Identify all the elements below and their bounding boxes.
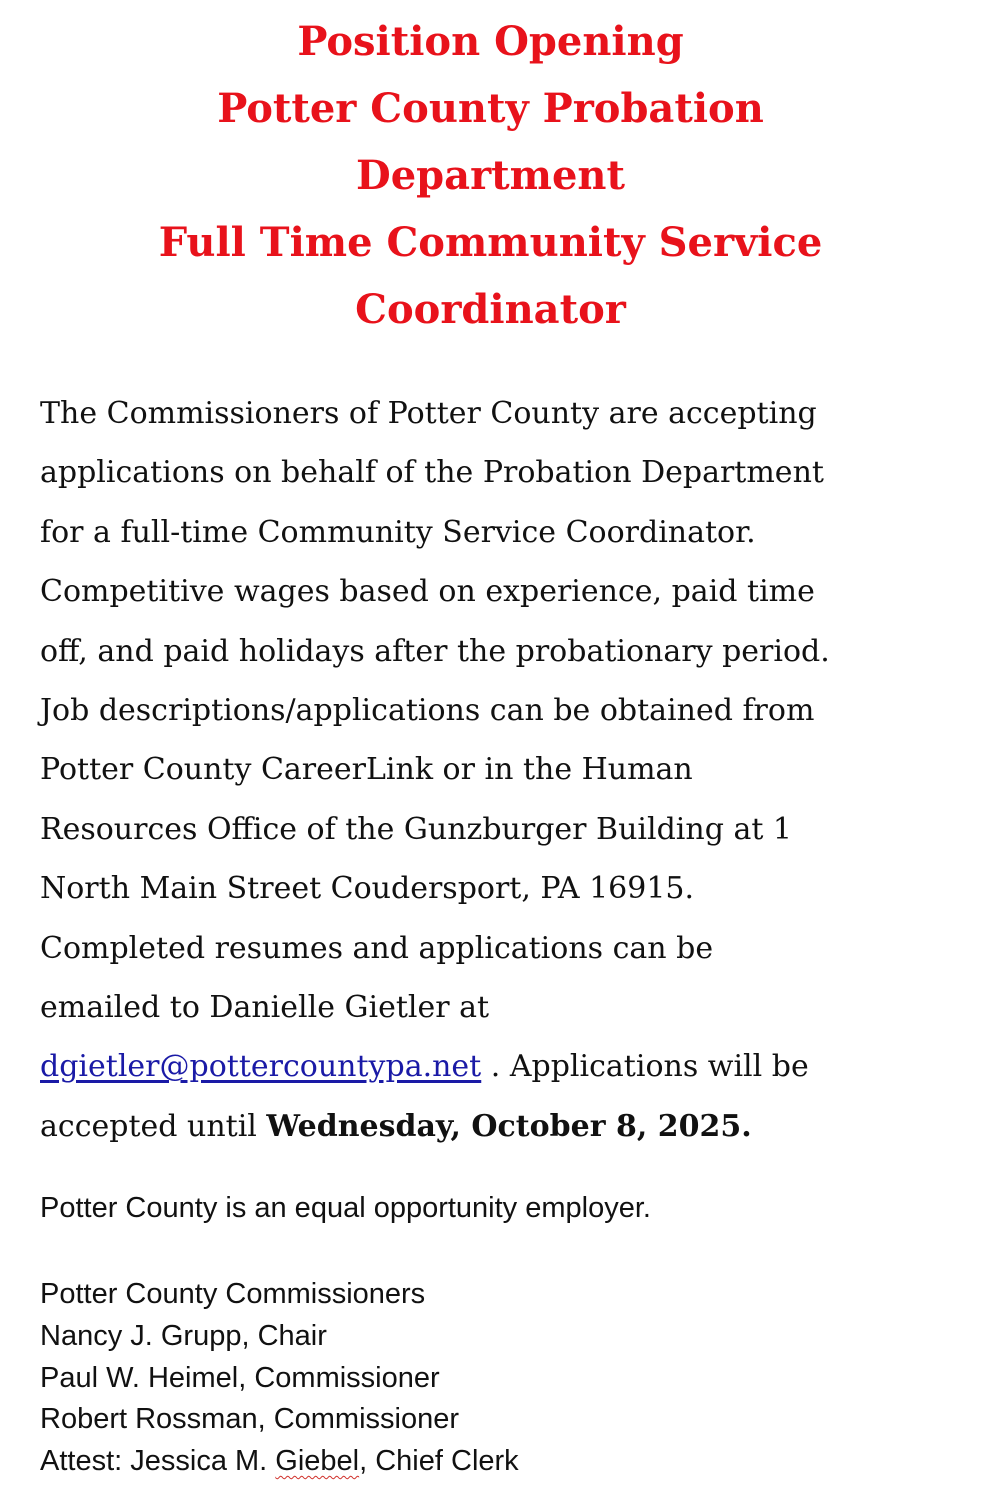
body-line: off, and paid holidays after the probationary period. xyxy=(40,633,830,669)
body-line: Potter County CareerLink or in the Human xyxy=(40,752,693,788)
posting-body xyxy=(40,384,960,1156)
body-line-email xyxy=(40,1037,960,1096)
signature-chair: Nancy J. Grupp, Chair xyxy=(40,1319,327,1352)
deadline-prefix: accepted until xyxy=(40,1108,267,1144)
title-line-full-time: Full Time Community Service xyxy=(158,219,823,266)
signature-block xyxy=(40,1274,519,1483)
deadline-date: Wednesday, October 8, 2025. xyxy=(266,1108,752,1144)
body-line: applications on behalf of the Probation Department xyxy=(40,455,824,491)
body-line: North Main Street Coudersport, PA 16915. xyxy=(40,871,695,907)
attest-suffix: , Chief Clerk xyxy=(359,1445,519,1478)
attest-prefix: Attest: Jessica M. xyxy=(40,1445,276,1478)
body-line: for a full-time Community Service Coordinator. xyxy=(40,514,756,550)
email-link[interactable]: dgietler@pottercountypa.net xyxy=(40,1049,482,1085)
body-line: Completed resumes and applications can be xyxy=(40,930,714,966)
equal-opportunity-statement: Potter County is an equal opportunity employer. xyxy=(40,1192,651,1224)
posting-title xyxy=(20,8,961,343)
title-line-county-probation: Potter County Probation xyxy=(217,85,764,132)
signature-commissioner: Paul W. Heimel, Commissioner xyxy=(40,1361,440,1394)
body-line: emailed to Danielle Gietler at xyxy=(40,990,490,1026)
title-line-coordinator: Coordinator xyxy=(355,286,626,333)
spellcheck-flagged-word: Giebel xyxy=(275,1445,360,1478)
body-line: The Commissioners of Potter County are accepting xyxy=(40,396,817,431)
signature-attest xyxy=(40,1441,519,1483)
body-line: Competitive wages based on experience, paid time xyxy=(40,574,815,610)
title-line-position-opening: Position Opening xyxy=(297,18,684,65)
title-line-department: Department xyxy=(356,152,625,199)
applications-text: . Applications will be xyxy=(481,1049,809,1085)
signature-commissioner: Robert Rossman, Commissioner xyxy=(40,1403,460,1436)
signature-heading: Potter County Commissioners xyxy=(40,1278,426,1310)
body-line: Job descriptions/applications can be obtained from xyxy=(40,693,815,729)
body-line: Resources Office of the Gunzburger Building at 1 xyxy=(40,811,793,847)
body-line-deadline xyxy=(40,1097,960,1156)
